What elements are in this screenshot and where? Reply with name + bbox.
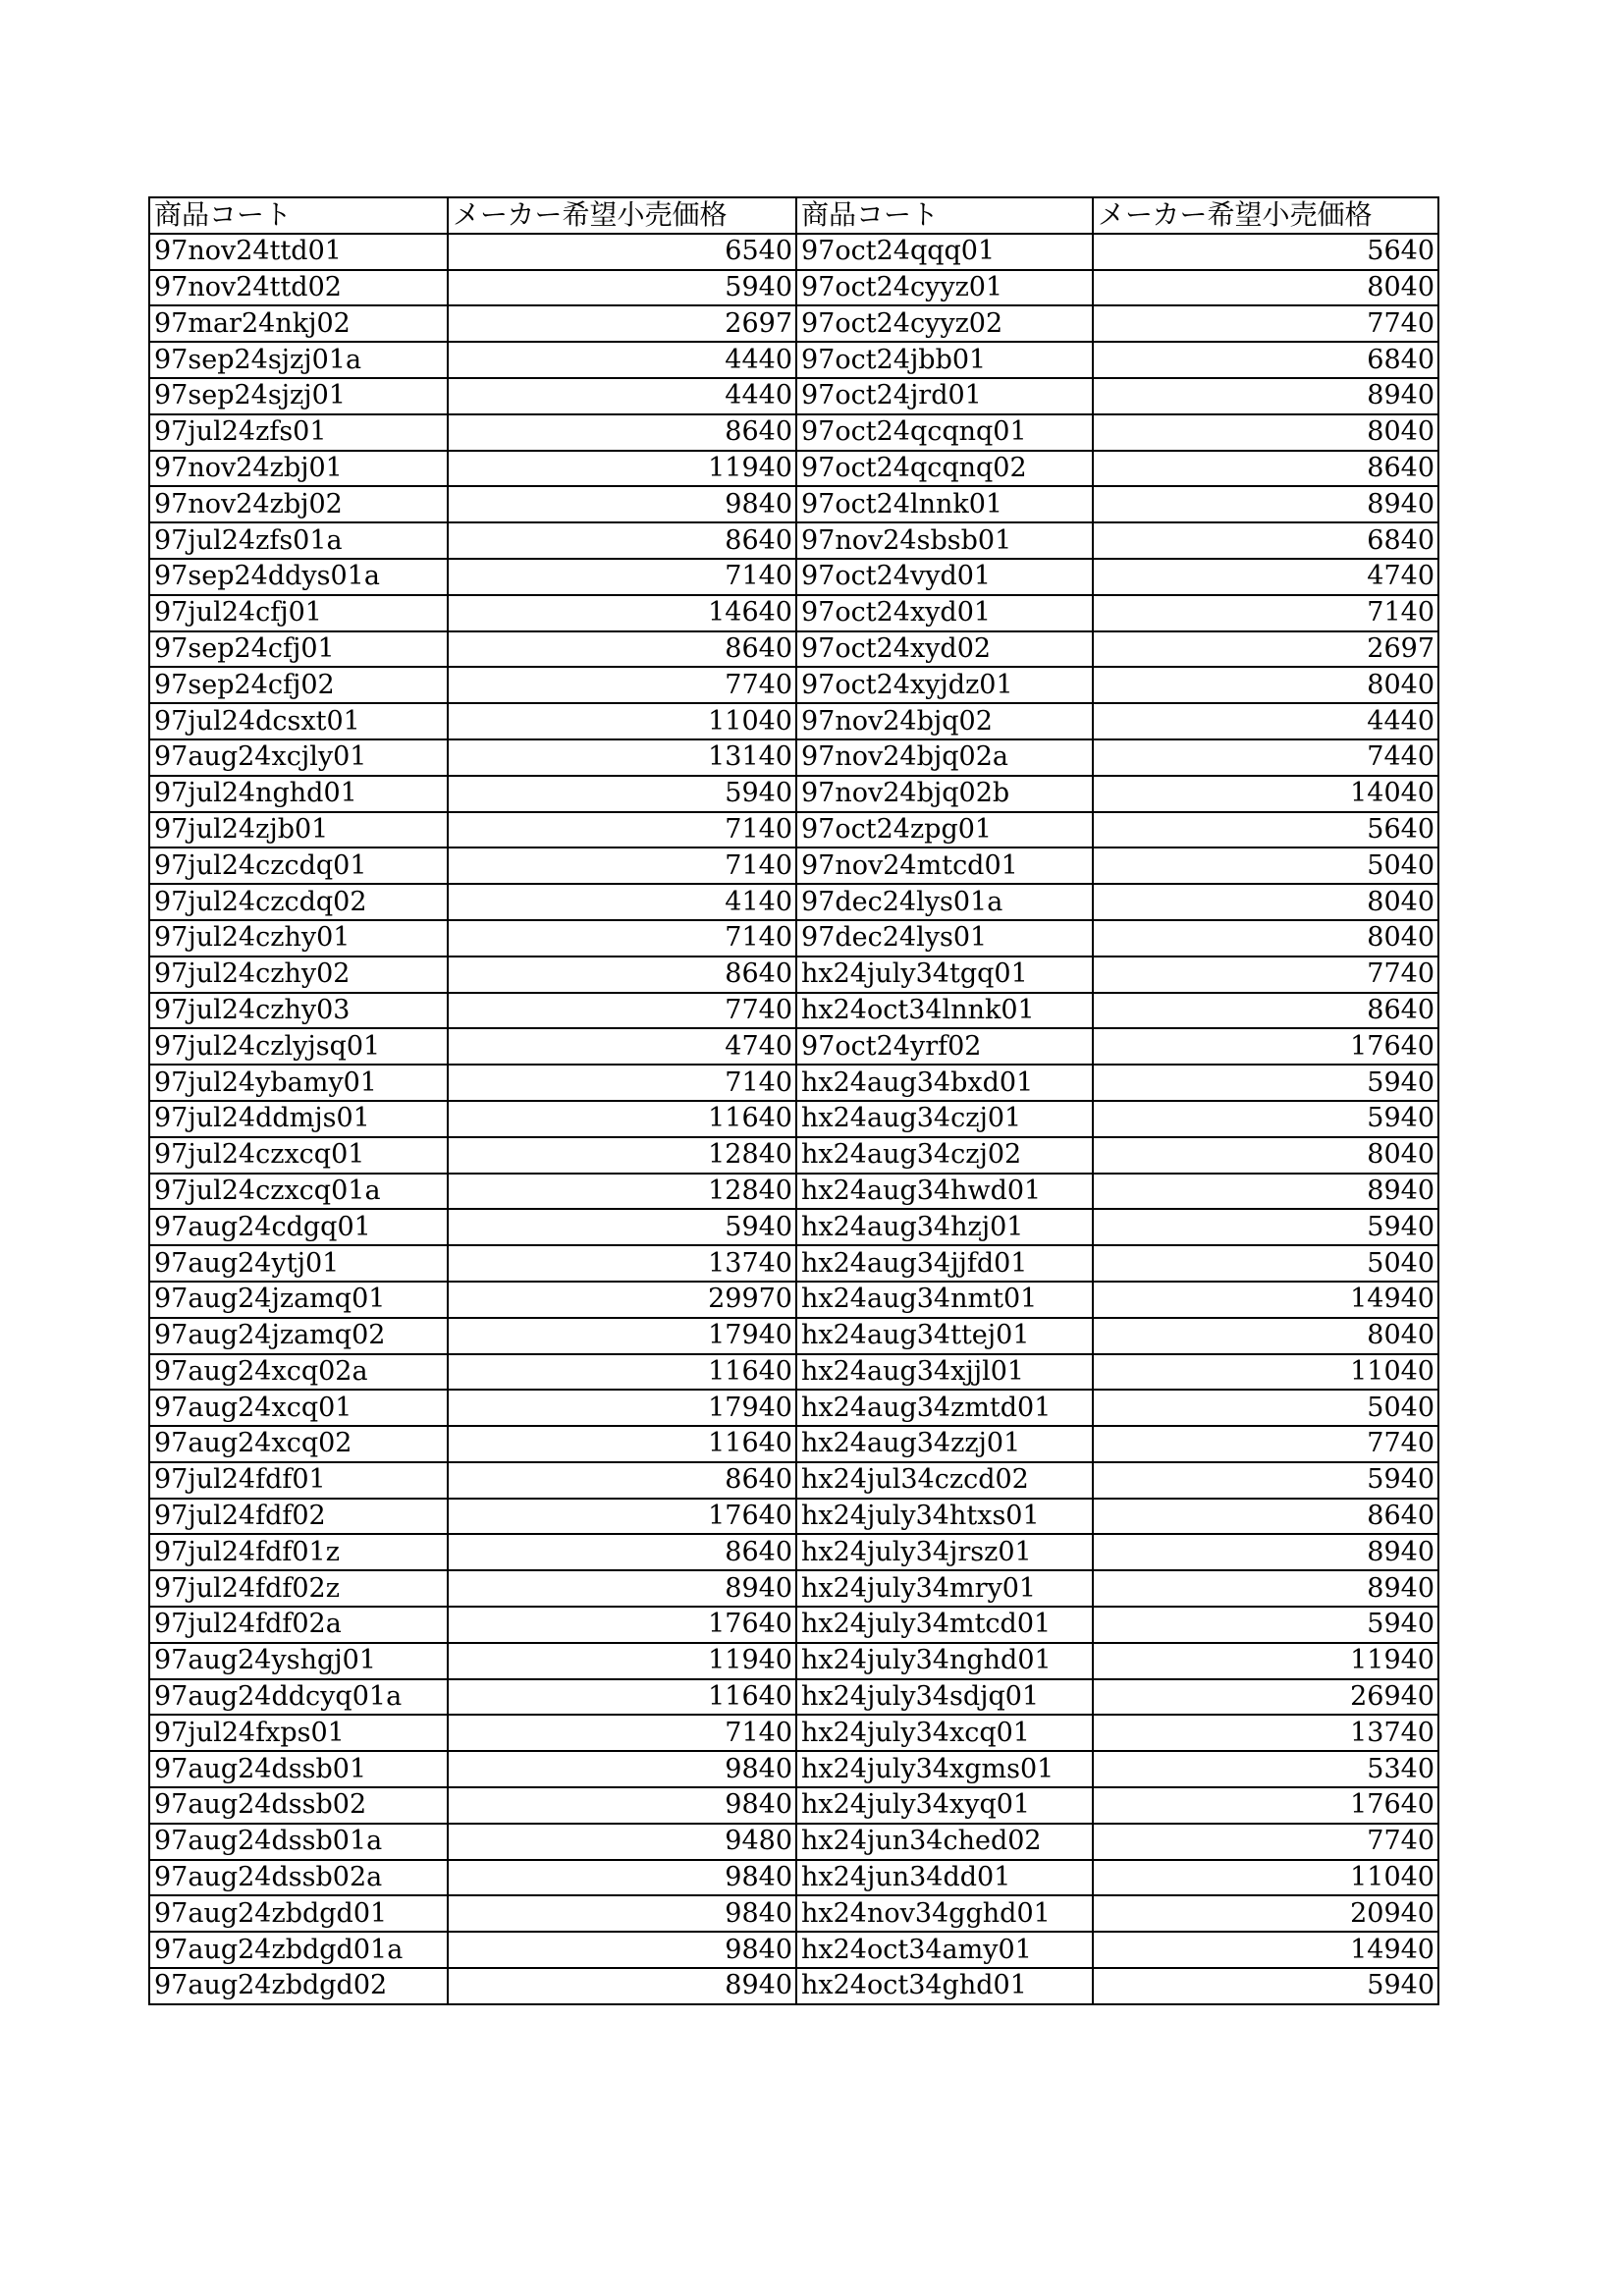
retail-price-cell: 8040 xyxy=(1093,920,1438,957)
retail-price-cell: 11040 xyxy=(1093,1860,1438,1896)
table-row xyxy=(149,1751,1438,1787)
retail-price-cell: 7740 xyxy=(1093,305,1438,342)
product-code-cell: hx24july34xcq01 xyxy=(796,1715,1093,1751)
retail-price-cell: 17940 xyxy=(448,1318,796,1354)
retail-price-cell: 8640 xyxy=(448,957,796,993)
retail-price-cell: 7140 xyxy=(448,1065,796,1101)
retail-price-cell: 13740 xyxy=(1093,1715,1438,1751)
product-code-cell: 97oct24cyyz02 xyxy=(796,305,1093,342)
product-code-cell: hx24oct34amy01 xyxy=(796,1932,1093,1968)
header-product-code-left: 商品コート xyxy=(149,197,448,234)
retail-price-cell: 5940 xyxy=(448,1209,796,1245)
retail-price-cell: 8040 xyxy=(1093,270,1438,306)
retail-price-cell: 14940 xyxy=(1093,1932,1438,1968)
retail-price-cell: 9840 xyxy=(448,1787,796,1824)
table-row xyxy=(149,1245,1438,1282)
product-code-cell: 97nov24ttd01 xyxy=(149,234,448,270)
table-row xyxy=(149,1101,1438,1137)
header-retail-price-right: メーカー希望小売価格 xyxy=(1093,197,1438,234)
product-code-cell: 97aug24xcq02a xyxy=(149,1354,448,1391)
retail-price-cell: 14040 xyxy=(1093,776,1438,812)
product-code-cell: hx24nov34gghd01 xyxy=(796,1895,1093,1932)
retail-price-cell: 11640 xyxy=(448,1101,796,1137)
retail-price-cell: 7140 xyxy=(448,847,796,884)
retail-price-cell: 14640 xyxy=(448,595,796,631)
table-row xyxy=(149,1787,1438,1824)
retail-price-cell: 11940 xyxy=(448,451,796,487)
product-code-cell: 97jul24czhy02 xyxy=(149,957,448,993)
product-code-cell: 97aug24xcjly01 xyxy=(149,739,448,776)
retail-price-cell: 5940 xyxy=(448,776,796,812)
product-code-cell: hx24july34xgms01 xyxy=(796,1751,1093,1787)
product-code-cell: 97jul24czxcq01 xyxy=(149,1137,448,1174)
retail-price-cell: 12840 xyxy=(448,1174,796,1210)
retail-price-cell: 5640 xyxy=(1093,812,1438,848)
product-code-cell: 97oct24jbb01 xyxy=(796,342,1093,378)
retail-price-cell: 4440 xyxy=(448,342,796,378)
product-code-cell: 97nov24ttd02 xyxy=(149,270,448,306)
product-code-cell: 97dec24lys01 xyxy=(796,920,1093,957)
retail-price-cell: 8940 xyxy=(1093,1174,1438,1210)
retail-price-cell: 9840 xyxy=(448,1895,796,1932)
table-row xyxy=(149,667,1438,703)
table-row xyxy=(149,270,1438,306)
product-code-cell: hx24july34xyq01 xyxy=(796,1787,1093,1824)
product-code-cell: 97jul24fxps01 xyxy=(149,1715,448,1751)
header-retail-price-left: メーカー希望小売価格 xyxy=(448,197,796,234)
product-code-cell: 97jul24czcdq02 xyxy=(149,884,448,920)
retail-price-cell: 8640 xyxy=(448,1462,796,1499)
product-code-cell: 97oct24xyd02 xyxy=(796,631,1093,668)
product-code-cell: 97nov24sbsb01 xyxy=(796,522,1093,559)
table-header-row xyxy=(149,197,1438,234)
product-code-cell: 97jul24dcsxt01 xyxy=(149,703,448,739)
product-code-cell: 97oct24qcqnq02 xyxy=(796,451,1093,487)
product-code-cell: 97jul24zjb01 xyxy=(149,812,448,848)
retail-price-cell: 9840 xyxy=(448,1860,796,1896)
product-code-cell: 97oct24yrf02 xyxy=(796,1028,1093,1065)
retail-price-cell: 26940 xyxy=(1093,1679,1438,1716)
table-row xyxy=(149,522,1438,559)
product-code-cell: hx24july34tgq01 xyxy=(796,957,1093,993)
product-code-cell: 97aug24jzamq02 xyxy=(149,1318,448,1354)
table-row xyxy=(149,1426,1438,1462)
product-code-cell: 97sep24sjzj01a xyxy=(149,342,448,378)
product-code-cell: 97aug24zbdgd01 xyxy=(149,1895,448,1932)
retail-price-cell: 11040 xyxy=(1093,1354,1438,1391)
product-code-cell: 97jul24fdf02 xyxy=(149,1499,448,1535)
product-code-cell: 97oct24xyd01 xyxy=(796,595,1093,631)
product-code-cell: 97nov24bjq02 xyxy=(796,703,1093,739)
product-code-cell: 97aug24dssb02 xyxy=(149,1787,448,1824)
table-row xyxy=(149,957,1438,993)
product-code-cell: 97sep24cfj01 xyxy=(149,631,448,668)
retail-price-cell: 7740 xyxy=(448,993,796,1029)
product-code-cell: 97oct24jrd01 xyxy=(796,378,1093,414)
retail-price-cell: 8040 xyxy=(1093,884,1438,920)
table-row xyxy=(149,1462,1438,1499)
table-row xyxy=(149,1318,1438,1354)
retail-price-cell: 7140 xyxy=(448,1715,796,1751)
product-code-cell: hx24july34mtcd01 xyxy=(796,1607,1093,1643)
table-row xyxy=(149,1137,1438,1174)
retail-price-cell: 8940 xyxy=(448,1570,796,1607)
table-row xyxy=(149,378,1438,414)
table-row xyxy=(149,812,1438,848)
retail-price-cell: 8040 xyxy=(1093,1137,1438,1174)
product-code-cell: 97nov24zbj02 xyxy=(149,486,448,522)
product-code-cell: hx24aug34zzj01 xyxy=(796,1426,1093,1462)
retail-price-cell: 8640 xyxy=(1093,993,1438,1029)
product-code-cell: 97jul24ddmjs01 xyxy=(149,1101,448,1137)
retail-price-cell: 8040 xyxy=(1093,1318,1438,1354)
retail-price-cell: 5940 xyxy=(1093,1607,1438,1643)
table-row xyxy=(149,993,1438,1029)
retail-price-cell: 4740 xyxy=(1093,559,1438,595)
product-code-cell: 97nov24bjq02b xyxy=(796,776,1093,812)
table-row xyxy=(149,1860,1438,1896)
retail-price-cell: 8640 xyxy=(448,1534,796,1570)
product-code-cell: 97jul24czcdq01 xyxy=(149,847,448,884)
retail-price-cell: 7440 xyxy=(1093,739,1438,776)
retail-price-cell: 9840 xyxy=(448,1751,796,1787)
product-code-cell: hx24july34sdjq01 xyxy=(796,1679,1093,1716)
retail-price-cell: 5940 xyxy=(1093,1065,1438,1101)
product-code-cell: hx24oct34ghd01 xyxy=(796,1968,1093,2004)
product-code-cell: 97jul24fdf02z xyxy=(149,1570,448,1607)
product-code-cell: 97jul24zfs01 xyxy=(149,414,448,451)
product-code-cell: 97aug24xcq02 xyxy=(149,1426,448,1462)
retail-price-cell: 8940 xyxy=(1093,378,1438,414)
product-code-cell: hx24jun34dd01 xyxy=(796,1860,1093,1896)
product-code-cell: 97aug24xcq01 xyxy=(149,1390,448,1426)
product-code-cell: 97oct24zpg01 xyxy=(796,812,1093,848)
retail-price-cell: 9840 xyxy=(448,486,796,522)
product-code-cell: hx24aug34czj01 xyxy=(796,1101,1093,1137)
retail-price-cell: 5340 xyxy=(1093,1751,1438,1787)
product-code-cell: 97aug24jzamq01 xyxy=(149,1282,448,1318)
product-code-cell: 97nov24zbj01 xyxy=(149,451,448,487)
table-row xyxy=(149,486,1438,522)
retail-price-cell: 7140 xyxy=(1093,595,1438,631)
product-code-cell: 97oct24xyjdz01 xyxy=(796,667,1093,703)
table-row xyxy=(149,1679,1438,1716)
retail-price-cell: 20940 xyxy=(1093,1895,1438,1932)
table-body xyxy=(149,234,1438,2004)
product-code-cell: hx24july34jrsz01 xyxy=(796,1534,1093,1570)
product-code-cell: 97jul24czhy01 xyxy=(149,920,448,957)
table-row xyxy=(149,559,1438,595)
retail-price-cell: 8040 xyxy=(1093,667,1438,703)
retail-price-cell: 11040 xyxy=(448,703,796,739)
table-row xyxy=(149,847,1438,884)
retail-price-cell: 5040 xyxy=(1093,1245,1438,1282)
retail-price-cell: 12840 xyxy=(448,1137,796,1174)
product-code-cell: 97oct24qcqnq01 xyxy=(796,414,1093,451)
table-row xyxy=(149,1570,1438,1607)
product-code-cell: 97sep24cfj02 xyxy=(149,667,448,703)
retail-price-cell: 5040 xyxy=(1093,847,1438,884)
retail-price-cell: 9840 xyxy=(448,1932,796,1968)
product-code-cell: 97jul24zfs01a xyxy=(149,522,448,559)
product-code-cell: 97jul24czxcq01a xyxy=(149,1174,448,1210)
product-code-cell: 97jul24nghd01 xyxy=(149,776,448,812)
product-code-cell: 97aug24dssb01a xyxy=(149,1824,448,1860)
table-row xyxy=(149,1932,1438,1968)
product-code-cell: 97oct24cyyz01 xyxy=(796,270,1093,306)
table-row xyxy=(149,1354,1438,1391)
retail-price-cell: 13140 xyxy=(448,739,796,776)
product-code-cell: 97aug24zbdgd01a xyxy=(149,1932,448,1968)
retail-price-cell: 8640 xyxy=(448,631,796,668)
product-code-cell: hx24july34htxs01 xyxy=(796,1499,1093,1535)
retail-price-cell: 5940 xyxy=(1093,1209,1438,1245)
product-code-cell: hx24aug34hwd01 xyxy=(796,1174,1093,1210)
retail-price-cell: 11640 xyxy=(448,1354,796,1391)
spreadsheet-page xyxy=(148,196,1437,2005)
product-code-cell: 97aug24cdgq01 xyxy=(149,1209,448,1245)
retail-price-cell: 13740 xyxy=(448,1245,796,1282)
product-code-cell: 97aug24ytj01 xyxy=(149,1245,448,1282)
retail-price-cell: 7740 xyxy=(1093,1824,1438,1860)
product-code-cell: hx24aug34ttej01 xyxy=(796,1318,1093,1354)
retail-price-cell: 17640 xyxy=(1093,1787,1438,1824)
retail-price-cell: 7140 xyxy=(448,559,796,595)
retail-price-cell: 11940 xyxy=(1093,1643,1438,1679)
product-code-cell: 97sep24ddys01a xyxy=(149,559,448,595)
product-code-cell: hx24aug34hzj01 xyxy=(796,1209,1093,1245)
product-code-cell: hx24aug34bxd01 xyxy=(796,1065,1093,1101)
product-code-cell: 97jul24cfj01 xyxy=(149,595,448,631)
table-row xyxy=(149,1643,1438,1679)
retail-price-cell: 7740 xyxy=(1093,957,1438,993)
product-code-cell: 97aug24ddcyq01a xyxy=(149,1679,448,1716)
table-row xyxy=(149,703,1438,739)
retail-price-cell: 4140 xyxy=(448,884,796,920)
retail-price-cell: 5940 xyxy=(1093,1968,1438,2004)
table-row xyxy=(149,1895,1438,1932)
table-row xyxy=(149,595,1438,631)
product-code-cell: hx24aug34jjfd01 xyxy=(796,1245,1093,1282)
retail-price-cell: 11940 xyxy=(448,1643,796,1679)
retail-price-cell: 8940 xyxy=(1093,1570,1438,1607)
product-code-cell: 97jul24fdf01z xyxy=(149,1534,448,1570)
table-row xyxy=(149,1028,1438,1065)
product-code-cell: 97oct24vyd01 xyxy=(796,559,1093,595)
product-code-cell: 97oct24lnnk01 xyxy=(796,486,1093,522)
retail-price-cell: 5640 xyxy=(1093,234,1438,270)
retail-price-cell: 8640 xyxy=(448,414,796,451)
product-code-cell: hx24july34mry01 xyxy=(796,1570,1093,1607)
product-code-cell: hx24jun34ched02 xyxy=(796,1824,1093,1860)
product-code-cell: 97mar24nkj02 xyxy=(149,305,448,342)
retail-price-cell: 8940 xyxy=(1093,486,1438,522)
retail-price-cell: 5040 xyxy=(1093,1390,1438,1426)
product-code-cell: hx24oct34lnnk01 xyxy=(796,993,1093,1029)
product-code-cell: 97aug24dssb01 xyxy=(149,1751,448,1787)
table-row xyxy=(149,451,1438,487)
product-code-cell: 97jul24fdf01 xyxy=(149,1462,448,1499)
table-row xyxy=(149,631,1438,668)
retail-price-cell: 17640 xyxy=(1093,1028,1438,1065)
product-code-cell: 97nov24mtcd01 xyxy=(796,847,1093,884)
table-row xyxy=(149,1824,1438,1860)
product-code-cell: hx24july34nghd01 xyxy=(796,1643,1093,1679)
table-row xyxy=(149,234,1438,270)
retail-price-cell: 7140 xyxy=(448,812,796,848)
table-row xyxy=(149,1174,1438,1210)
table-row xyxy=(149,1065,1438,1101)
product-code-cell: 97aug24yshgj01 xyxy=(149,1643,448,1679)
product-code-cell: hx24aug34nmt01 xyxy=(796,1282,1093,1318)
retail-price-cell: 8640 xyxy=(1093,1499,1438,1535)
table-row xyxy=(149,739,1438,776)
retail-price-cell: 17940 xyxy=(448,1390,796,1426)
retail-price-cell: 8640 xyxy=(1093,451,1438,487)
retail-price-cell: 17640 xyxy=(448,1607,796,1643)
retail-price-cell: 7740 xyxy=(448,667,796,703)
product-code-cell: 97jul24czhy03 xyxy=(149,993,448,1029)
retail-price-cell: 29970 xyxy=(448,1282,796,1318)
retail-price-cell: 8940 xyxy=(448,1968,796,2004)
product-code-cell: hx24aug34xjjl01 xyxy=(796,1354,1093,1391)
table-row xyxy=(149,1209,1438,1245)
retail-price-cell: 7140 xyxy=(448,920,796,957)
table-row xyxy=(149,1282,1438,1318)
retail-price-cell: 5940 xyxy=(448,270,796,306)
product-code-cell: 97jul24czlyjsq01 xyxy=(149,1028,448,1065)
retail-price-cell: 6840 xyxy=(1093,522,1438,559)
retail-price-cell: 4740 xyxy=(448,1028,796,1065)
product-code-cell: hx24jul34czcd02 xyxy=(796,1462,1093,1499)
table-row xyxy=(149,1715,1438,1751)
table-row xyxy=(149,414,1438,451)
table-row xyxy=(149,342,1438,378)
product-code-cell: 97aug24dssb02a xyxy=(149,1860,448,1896)
product-code-cell: 97dec24lys01a xyxy=(796,884,1093,920)
retail-price-cell: 17640 xyxy=(448,1499,796,1535)
retail-price-cell: 5940 xyxy=(1093,1101,1438,1137)
table-row xyxy=(149,1390,1438,1426)
retail-price-cell: 11640 xyxy=(448,1426,796,1462)
product-code-cell: 97sep24sjzj01 xyxy=(149,378,448,414)
product-code-cell: hx24aug34czj02 xyxy=(796,1137,1093,1174)
retail-price-cell: 4440 xyxy=(1093,703,1438,739)
retail-price-cell: 14940 xyxy=(1093,1282,1438,1318)
table-row xyxy=(149,1499,1438,1535)
product-code-cell: 97jul24ybamy01 xyxy=(149,1065,448,1101)
table-row xyxy=(149,1968,1438,2004)
retail-price-cell: 4440 xyxy=(448,378,796,414)
retail-price-cell: 5940 xyxy=(1093,1462,1438,1499)
retail-price-cell: 9480 xyxy=(448,1824,796,1860)
product-code-cell: 97nov24bjq02a xyxy=(796,739,1093,776)
retail-price-cell: 2697 xyxy=(1093,631,1438,668)
table-row xyxy=(149,884,1438,920)
retail-price-cell: 2697 xyxy=(448,305,796,342)
product-code-cell: 97aug24zbdgd02 xyxy=(149,1968,448,2004)
retail-price-cell: 8940 xyxy=(1093,1534,1438,1570)
table-row xyxy=(149,920,1438,957)
product-code-cell: hx24aug34zmtd01 xyxy=(796,1390,1093,1426)
retail-price-cell: 8640 xyxy=(448,522,796,559)
header-product-code-right: 商品コート xyxy=(796,197,1093,234)
retail-price-cell: 8040 xyxy=(1093,414,1438,451)
retail-price-cell: 6840 xyxy=(1093,342,1438,378)
price-table xyxy=(148,196,1439,2005)
table-row xyxy=(149,305,1438,342)
product-code-cell: 97jul24fdf02a xyxy=(149,1607,448,1643)
retail-price-cell: 6540 xyxy=(448,234,796,270)
retail-price-cell: 7740 xyxy=(1093,1426,1438,1462)
table-row xyxy=(149,1534,1438,1570)
retail-price-cell: 11640 xyxy=(448,1679,796,1716)
table-row xyxy=(149,776,1438,812)
table-row xyxy=(149,1607,1438,1643)
product-code-cell: 97oct24qqq01 xyxy=(796,234,1093,270)
